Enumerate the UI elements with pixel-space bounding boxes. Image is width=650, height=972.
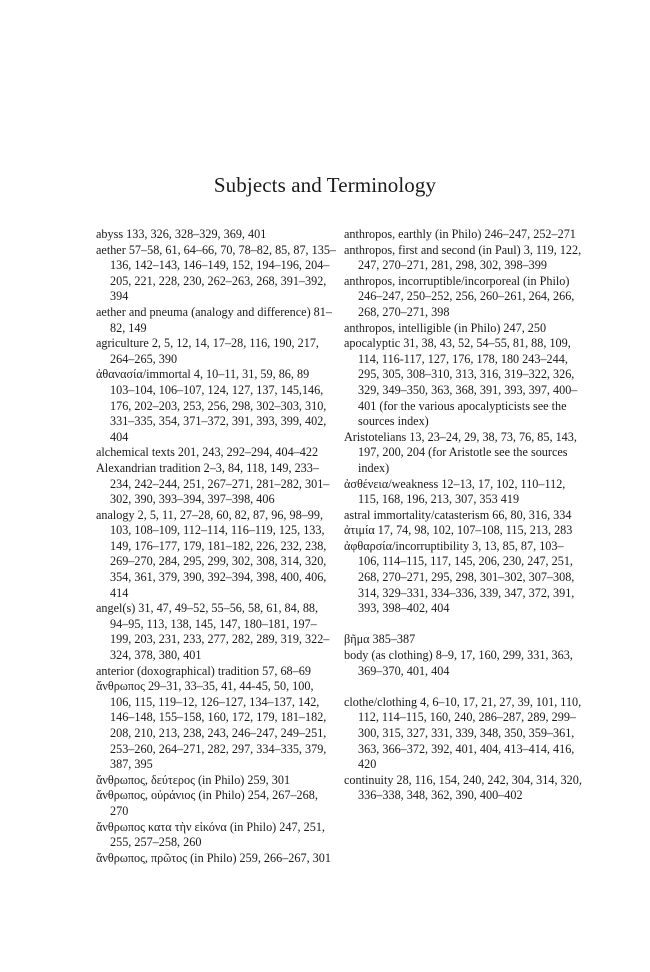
index-entry: Aristotelians 13, 23–24, 29, 38, 73, 76, 85, 143, 197, 200, 204 (for Aristotle see the sources index) bbox=[344, 429, 577, 475]
index-column-right bbox=[344, 227, 584, 804]
index-column-left bbox=[96, 227, 336, 866]
index-entry: ἄνθρωπος κατα τὴν εἰκόνα (in Philo) 247, 251, 255, 257–258, 260 bbox=[96, 819, 325, 850]
index-entry: angel(s) 31, 47, 49–52, 55–56, 58, 61, 84, 88, 94–95, 113, 138, 145, 147, 180–181, 197–199, 203, 231, 233, 277, 282, 289, 319, 322–324, 378, 380, 401 bbox=[96, 601, 330, 663]
index-entry: ἀσθένεια/weakness 12–13, 17, 102, 110–112, 115, 168, 196, 213, 307, 353 419 bbox=[344, 476, 566, 507]
index-entry: ἀθανασία/immortal 4, 10–11, 31, 59, 86, 89 103–104, 106–107, 124, 127, 137, 145,146, 176, 202–203, 253, 256, 298, 302–303, 310, 331–335, 354, 371–372, 391, 393, 399, 402, 404 bbox=[96, 367, 327, 444]
index-entry: βῆμα 385–387 bbox=[344, 632, 416, 647]
index-entry: analogy 2, 5, 11, 27–28, 60, 82, 87, 96, 98–99, 103, 108–109, 112–114, 116–119, 125, 133, 149, 176–177, 179, 181–182, 226, 232, 238, 269–270, 284, 295, 299, 302, 308, 314, 320, 354, 361, 379, 390, 392–394, 398, 400, 406, 414 bbox=[96, 507, 327, 600]
index-entry: ἀτιμία 17, 74, 98, 102, 107–108, 115, 213, 283 bbox=[344, 523, 573, 538]
index-entry: aether and pneuma (analogy and difference) 81–82, 149 bbox=[96, 304, 332, 335]
index-entry: anthropos, incorruptible/incorporeal (in Philo) 246–247, 250–252, 256, 260–261, 264, 266, 268, 270–271, 398 bbox=[344, 273, 575, 319]
index-entry: alchemical texts 201, 243, 292–294, 404–422 bbox=[96, 445, 319, 460]
index-entry: ἄνθρωπος, οὐράνιος (in Philo) 254, 267–268, 270 bbox=[96, 788, 318, 818]
index-entry: apocalyptic 31, 38, 43, 52, 54–55, 81, 88, 109, 114, 116-117, 127, 176, 178, 180 243–244, 295, 305, 308–310, 313, 316, 319–322, 326, 329, 349–350, 363, 368, 391, 393, 397, 400–401 (for the various apocalypticists see the sources index) bbox=[344, 336, 578, 429]
index-entry: anthropos, first and second (in Paul) 3, 119, 122, 247, 270–271, 281, 298, 302, 398–399 bbox=[344, 242, 582, 273]
index-entry: anterior (doxographical) tradition 57, 68–69 bbox=[96, 663, 311, 678]
index-entry: astral immortality/catasterism 66, 80, 316, 334 bbox=[344, 507, 572, 522]
index-entry: ἄνθρωπος 29–31, 33–35, 41, 44-45, 50, 100, 106, 115, 119–12, 126–127, 134–137, 142, 146–148, 155–158, 160, 172, 179, 181–182, 208, 210, 213, 238, 243, 246–247, 249–251, 253–260, 264–271, 282, 297, 334–335, 379, 387, 395 bbox=[96, 679, 327, 772]
index-entry: ἄνθρωπος, δεύτερος (in Philo) 259, 301 bbox=[96, 772, 291, 787]
index-entry: ἀφθαρσία/incorruptibility 3, 13, 85, 87, 103–106, 114–115, 117, 145, 206, 230, 247, 251, 268, 270–271, 295, 298, 301–302, 307–308, 314, 329–331, 334–336, 339, 347, 372, 391, 393, 398–402, 404 bbox=[344, 538, 575, 616]
index-entry: anthropos, earthly (in Philo) 246–247, 252–271 bbox=[344, 227, 576, 241]
page-title: Subjects and Terminology bbox=[213, 173, 437, 197]
index-entry: ἄνθρωπος, πρῶτος (in Philo) 259, 266–267, 301 bbox=[96, 850, 331, 865]
index-entry: abyss 133, 326, 328–329, 369, 401 bbox=[96, 227, 267, 241]
index-entry: agriculture 2, 5, 12, 14, 17–28, 116, 190, 217, 264–265, 390 bbox=[96, 336, 319, 366]
index-entry: aether 57–58, 61, 64–66, 70, 78–82, 85, 87, 135–136, 142–143, 146–149, 152, 194–196, 204–205, 221, 228, 230, 262–263, 268, 391–392, 394 bbox=[96, 242, 337, 304]
index-entry: body (as clothing) 8–9, 17, 160, 299, 331, 363, 369–370, 401, 404 bbox=[344, 648, 573, 678]
index-entry: Alexandrian tradition 2–3, 84, 118, 149, 233–234, 242–244, 251, 267–271, 281–282, 301–302, 390, 393–394, 397–398, 406 bbox=[96, 460, 330, 507]
index-entry: clothe/clothing 4, 6–10, 17, 21, 27, 39, 101, 110, 112, 114–115, 160, 240, 286–287, 289, 299–300, 315, 327, 331, 339, 348, 350, 359–361, 363, 366–372, 392, 401, 404, 413–414, 416, 420 bbox=[344, 694, 582, 772]
index-entry: continuity 28, 116, 154, 240, 242, 304, 314, 320, 336–338, 348, 362, 390, 400–402 bbox=[344, 772, 582, 803]
index-entry: anthropos, intelligible (in Philo) 247, 250 bbox=[344, 320, 547, 335]
